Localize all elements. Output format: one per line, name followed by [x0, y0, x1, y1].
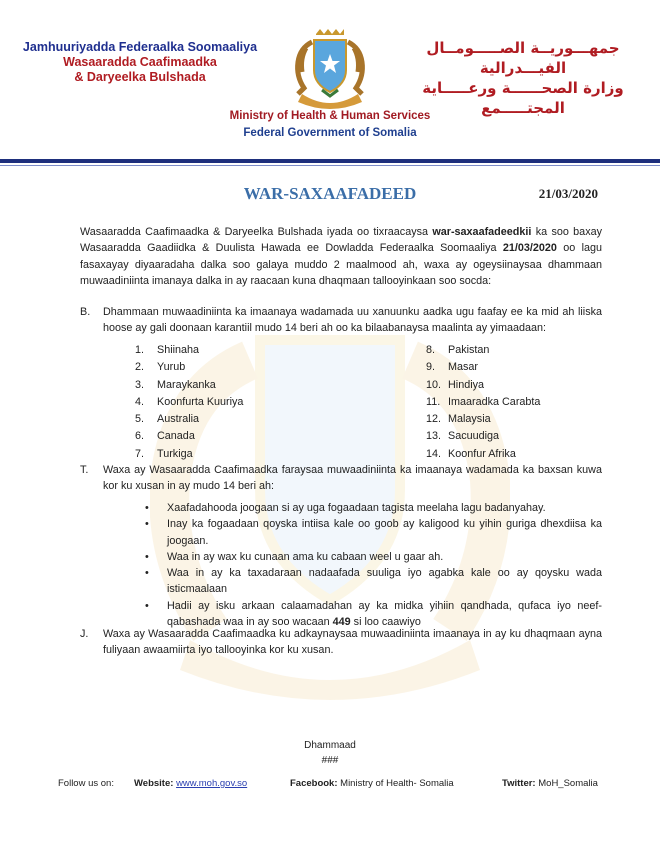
- country-name: Shiinaha: [157, 344, 200, 356]
- website-label: Website:: [134, 778, 174, 789]
- country-number: 9.: [426, 361, 436, 374]
- country-number: 8.: [426, 344, 436, 356]
- bullet-text: Inay ka fogaadaan qoyska intiisa kale oo goob ay kaligood ku yihin guriga dhexdiisa ka joogaan.: [167, 518, 602, 547]
- intro-paragraph: [80, 224, 602, 289]
- intro-text: ka soo baxay Wasaaradda Gaadiidka & Duulista Hawada ee Dowladda Federaalka Soomaaliya: [80, 226, 602, 255]
- hotline-number: 449: [332, 616, 351, 629]
- section-letter: T.: [80, 464, 89, 476]
- website-link[interactable]: www.moh.gov.so: [176, 778, 248, 789]
- bullet-text: Hadii ay isku arkaan calaamadahan ay ka midka yihiin qandhada, qufaca iyo neef-qabashada waa in ay soo wacaan: [167, 599, 602, 629]
- country-item: [135, 411, 243, 428]
- header-left: [10, 40, 270, 85]
- section-text: Waxa ay Wasaaradda Caafimaadka faraysaa muwaadiniinta ka imaanaya wadamada ka baxsan kuwa kor ku xusan in ay mudo 14 beri ah:: [103, 464, 602, 493]
- country-item: [426, 411, 540, 428]
- twitter-handle: MoH_Somalia: [535, 778, 598, 789]
- country-number: 11.: [426, 395, 441, 408]
- country-number: 12.: [426, 413, 442, 426]
- country-item: [426, 428, 540, 445]
- country-item: [426, 342, 540, 359]
- header-divider: [0, 159, 660, 163]
- section-letter: B.: [80, 306, 91, 318]
- section-letter: J.: [80, 628, 89, 640]
- header-right-line3: المجتـــــمع: [481, 99, 565, 117]
- country-item: [426, 377, 540, 394]
- bullet-text: Xaafadahooda joogaan si ay uga fogaadaan tagista meelaha lagu badanyahay.: [167, 502, 546, 514]
- follow-label: Follow us on:: [58, 778, 114, 789]
- country-item: [135, 428, 243, 445]
- bullet-text: si loo caawiyo: [350, 616, 421, 629]
- closing-end: Dhammaad: [304, 740, 356, 751]
- country-number: 14.: [426, 447, 442, 460]
- country-name: Malaysia: [448, 413, 491, 426]
- intro-bold-date: 21/03/2020: [502, 242, 557, 255]
- advice-bullets: [145, 500, 602, 630]
- intro-text: Wasaaradda Caafimaadka & Daryeelka Bulshada iyada oo tixraacaysa: [80, 226, 433, 238]
- country-number: 10.: [426, 378, 442, 391]
- twitter-label: Twitter:: [502, 778, 536, 789]
- country-name: Imaaradka Carabta: [448, 395, 541, 408]
- closing: [0, 738, 660, 768]
- country-number: 4.: [135, 395, 145, 408]
- bullet-text: Waa in ay ka taxadaraan nadaafada suuliga iyo agabka kale oo ay qoysku wada isticmaalaan: [167, 567, 602, 596]
- country-number: 2.: [135, 361, 145, 374]
- section-b: [80, 304, 602, 337]
- country-item: [426, 446, 540, 463]
- bullet-item: • Inay ka fogaadaan qoyska intiisa kale oo goob ay kaligood ku yihin guriga dhexdiisa ka joogaan.: [145, 516, 602, 549]
- section-text: Dhammaan muwaadiniinta ka imaanaya wadamada uu xanuunku aadka ugu faafay ee ka mid ah liiska hoose ay gali doonaan karantiil mudo 14 beri ah oo ka bilaabanaysa maalinta ay yimaadaan:: [103, 306, 602, 335]
- ministry-block: [0, 108, 660, 142]
- bullet-item: • Xaafadahooda joogaan si ay uga fogaadaan tagista meelaha lagu badanyahay.: [145, 500, 602, 516]
- intro-bold-press-release: war-saxaafadeedkii: [432, 226, 532, 238]
- header-right-line2: وزارة الصحــــــة ورعـــــاية: [422, 79, 624, 97]
- country-name: Yurub: [157, 361, 186, 374]
- country-item: [135, 359, 243, 376]
- country-number: 5.: [135, 413, 145, 426]
- header-left-line1: Jamhuuriyadda Federaalka Soomaaliya: [22, 40, 258, 54]
- intro-text: oo lagu fasaxayay diyaaradaha dalka soo galaya muddo 2 maalmood ah, waxa ay ogeysiinaysaa dhammaan muwaadiniinta imanaya dalka in ay raacaan kuna dhaqmaan tallooyinkaan soo socda:: [80, 242, 603, 287]
- country-number: 7.: [135, 447, 145, 460]
- section-text: Waxa ay Wasaaradda Caafimaadka ku adkaynaysaa muwaadiniinta imaanaya in ay ku dhaqmaan ayna fuliyaan awaamiirta iyo tallooyinka kor ku xusan.: [103, 628, 602, 657]
- facebook-handle: Ministry of Health- Somalia: [337, 778, 454, 789]
- country-name: Canada: [157, 430, 195, 443]
- header-right-line1: جمهـــوريــة الصـــــومــال الفيـــدرالية: [426, 39, 620, 77]
- facebook-label: Facebook:: [290, 778, 338, 789]
- section-j: [80, 626, 602, 659]
- country-name: Hindiya: [448, 378, 485, 391]
- country-item: [426, 394, 540, 411]
- somalia-coat-of-arms-icon: [282, 28, 378, 112]
- country-name: Australia: [157, 413, 200, 426]
- document-date: 21/03/2020: [538, 186, 598, 201]
- country-name: Koonfur Afrika: [448, 447, 516, 460]
- country-name: Turkiga: [157, 447, 193, 460]
- country-number: 13.: [426, 430, 442, 443]
- government-name: Federal Government of Somalia: [243, 127, 417, 139]
- country-item: [135, 446, 243, 463]
- country-name: Pakistan: [448, 344, 490, 356]
- bullet-item: • Waa in ay wax ku cunaan ama ku cabaan weel u gaar ah.: [145, 549, 602, 565]
- country-name: Sacuudiga: [448, 430, 500, 443]
- header-right-arabic: [408, 38, 638, 118]
- ministry-name: Ministry of Health & Human Services: [229, 110, 431, 122]
- country-item: [426, 359, 540, 376]
- country-name: Maraykanka: [157, 378, 216, 391]
- section-t: [80, 462, 602, 495]
- header-left-line3: & Daryeelka Bulshada: [74, 70, 206, 84]
- bullet-item: • Waa in ay ka taxadaraan nadaafada suuliga iyo agabka kale oo ay qoysku wada isticmaalaan: [145, 565, 602, 598]
- document-title: WAR-SAXAAFADEED: [243, 184, 417, 203]
- country-number: 6.: [135, 430, 145, 443]
- country-number: 1.: [135, 344, 145, 356]
- country-number: 3.: [135, 378, 145, 391]
- header-left-line2: Wasaaradda Caafimaadka: [63, 55, 217, 69]
- footer: [58, 778, 618, 789]
- country-item: [135, 342, 243, 359]
- country-list-col1: [135, 342, 243, 463]
- bullet-text: Waa in ay wax ku cunaan ama ku cabaan weel u gaar ah.: [167, 550, 444, 563]
- country-name: Koonfurta Kuuriya: [157, 395, 244, 408]
- country-item: [135, 377, 243, 394]
- closing-marks: ###: [321, 755, 339, 766]
- header-divider-thin: [0, 165, 660, 166]
- country-name: Masar: [448, 361, 478, 374]
- country-list-col2: [426, 342, 540, 463]
- bullet-item: • Hadii ay isku arkaan calaamadahan ay ka midka yihiin qandhada, qufaca iyo neef-qabashada waa in ay soo wacaan 449 si loo caawiyo: [145, 599, 602, 629]
- country-item: [135, 394, 243, 411]
